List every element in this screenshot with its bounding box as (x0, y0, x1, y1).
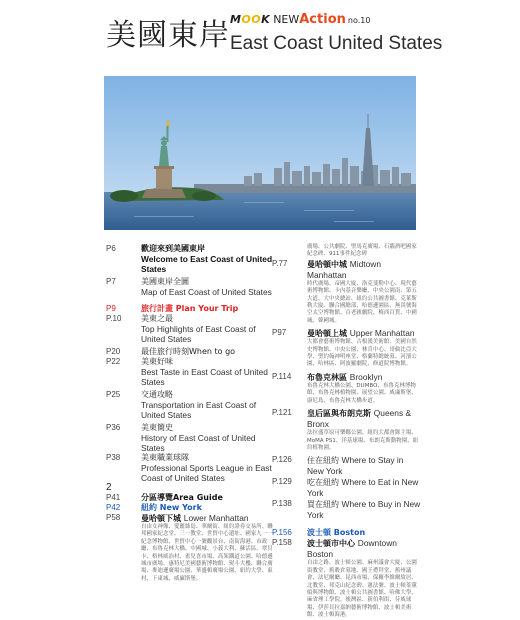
toc-title-en: Where to Stay in New York (307, 455, 404, 477)
page-ref: P6 (106, 244, 116, 253)
toc-entry-p36[interactable] (106, 423, 276, 453)
page-ref: P.138 (272, 499, 292, 509)
toc-entry-p129[interactable] (272, 477, 422, 499)
toc-title (307, 499, 422, 521)
page-ref: P22 (106, 357, 121, 366)
toc-title (307, 477, 422, 499)
mook-wordmark: MOOK (230, 13, 271, 26)
toc-entry-p38[interactable] (106, 453, 276, 483)
toc-title-en: Queens & Bronx (307, 408, 412, 430)
toc-entry-p7[interactable] (106, 277, 276, 297)
toc-title (307, 372, 422, 383)
section-heading: 分區導覽Area Guide (141, 493, 223, 502)
toc-entry-p138[interactable] (272, 499, 422, 521)
section-heading: 旅行計畫 Plan Your Trip (141, 304, 239, 313)
area-heading: 波士頓 Boston (307, 528, 366, 538)
toc-title (307, 455, 422, 477)
toc-description: 自由女神像、愛麗絲島、華爾街、紐約證券交易所、聯邦國家紀念堂、三一教堂、世貿中心遺址、國家九一一紀念博物館、世貿中心一號觀景台、南街海港、市政廳、布魯克林大橋、中國城、小義大利、蘇活區、翠貝卡、格林威治村、雀兒喜市場、高架鐵道公園、哈德遜城市廣場、惠特尼美國藝術博物館、熨斗大樓、聯合廣場、麥迪遜廣場公園、華盛頓廣場公園、紐約大學、東村、下東城、威廉斯堡。 (141, 524, 273, 582)
toc-title-cjk: 波士頓市中心 (307, 539, 355, 549)
brand-new: NEW (273, 13, 300, 26)
toc-title-cjk: 最佳旅行時刻When to go (141, 347, 236, 356)
toc-title (307, 259, 422, 281)
toc-entry-p41[interactable] (106, 493, 276, 503)
toc-title-en: Brooklyn (349, 371, 383, 382)
toc-title-en: Midtown Manhattan (307, 258, 381, 280)
toc-entry-p6[interactable] (106, 244, 276, 274)
toc-entry-p77[interactable] (272, 259, 422, 325)
brand-action: Action (299, 12, 346, 27)
statue-of-liberty-photo (104, 76, 416, 230)
toc-entry-p22[interactable] (106, 357, 276, 387)
toc-entry-p20[interactable] (106, 347, 276, 357)
page-ref: P25 (106, 390, 121, 399)
book-subtitle: East Coast United States (230, 33, 443, 54)
page-ref: P.121 (272, 408, 292, 418)
toc-title-cjk: 曼哈頓上城 (307, 329, 347, 339)
page-ref: P.156 (272, 528, 292, 538)
toc-title-en: Transportation in East Coast of United States (141, 400, 257, 420)
toc-title-cjk: 歡迎來到美國東岸 (141, 244, 205, 253)
toc-title (307, 408, 422, 430)
toc-title-cjk: 布魯克林區 (307, 372, 347, 382)
toc-title-en: Professional Sports League in East Coast of United States (141, 463, 272, 483)
toc-title-cjk: 美東之最 (141, 314, 173, 323)
toc-title-en: Downtown Boston (307, 538, 397, 560)
toc-title-cjk: 美國東岸全圖 (141, 277, 189, 286)
toc-title-en: Lower Manhattan (183, 513, 249, 523)
toc-title-cjk: 住在紐約 (307, 456, 339, 466)
toc-entry-p42[interactable] (106, 503, 276, 513)
toc-description: 自由之路、波士頓公園、麻州議會大廈、公園街教堂、舊穀倉墓地、國王禮拜堂、舊州議會、法尼爾廳、昆西市場、保羅李維爾故居、北教堂、邦克山紀念碑、憲法號、波士頓茶黨船與博物館、波士頓公共圖書館、哈佛大學、麻省理工學院、後灣區、新伯利街、芬威球場、伊莎貝拉嘉納藝術博物館、波士頓美術館、波士頓海港。 (307, 560, 417, 619)
toc-title-cjk: 美東好味 (141, 357, 173, 366)
toc-description: 法拉盛草原可樂娜公園、紐約大都會隊主場、MoMA PS1、洋基球場、布朗克斯動物園、紐約植物園。 (307, 430, 419, 451)
page-ref: P42 (106, 503, 121, 512)
toc-entry-p97[interactable] (272, 328, 422, 369)
toc-title-cjk: 美東職業球隊 (141, 453, 189, 462)
toc-description: 大都會藝術博物館、古根漢美術館、美國自然史博物館、中央公園、林肯中心、哥倫比亞大學、聖約翰神明座堂、格蘭特總統墓、河濱公園、哈林區、阿波羅劇院、修道院博物館。 (307, 339, 417, 368)
skyline-illustration (104, 76, 416, 230)
toc-title-en: Best Taste in East Coast of United States (141, 367, 268, 387)
page-ref: P.158 (272, 538, 292, 548)
toc-title-cjk: 交通攻略 (141, 390, 173, 399)
issue-number: no.10 (347, 16, 371, 25)
page-ref: P41 (106, 493, 121, 502)
toc-description: 廣場、公共劇院、聖馬克廣場、石牆酒吧國家紀念碑、911事件紀念碑 (307, 244, 417, 258)
mook-logo (230, 12, 370, 28)
toc-entry-p126[interactable] (272, 455, 422, 477)
toc-title-cjk: 曼哈頓下城 (141, 514, 181, 523)
toc-entry-p156[interactable] (272, 528, 422, 538)
toc-title-cjk: 吃在紐約 (307, 478, 339, 488)
page-ref: P.129 (272, 477, 292, 487)
page-ref: P38 (106, 453, 121, 462)
page-ref: P58 (106, 513, 121, 522)
toc-entry-p121[interactable] (272, 408, 422, 452)
toc-entry-p10[interactable] (106, 314, 276, 344)
toc-entry-p114[interactable] (272, 372, 422, 405)
page-ref: P9 (106, 304, 116, 313)
toc-title (307, 328, 422, 339)
toc-title-en: History of East Coast of United States (141, 433, 256, 453)
page-ref: P20 (106, 347, 121, 356)
page-ref: P97 (272, 328, 287, 338)
area-heading: 紐約 New York (141, 503, 202, 512)
page-header (0, 0, 520, 72)
toc-entry-p9[interactable] (106, 304, 276, 314)
toc-description: 時代廣場、帝國大廈、洛克斐勒中心、現代藝術博物館、卡內基音樂廳、中央公園南、第五大道、大中央總站、紐約公共圖書館、克萊斯勒大廈、聯合國總部、哈德遜園區、無畏號海空太空博物館、百老匯劇院、梅西百貨、中國城、韓國城。 (307, 280, 417, 324)
toc-entry-p25[interactable] (106, 390, 276, 420)
page-ref: P.10 (106, 314, 122, 323)
toc-left-column (106, 244, 276, 583)
toc-title-en: Welcome to East Coast of United States (141, 254, 273, 274)
page-number: 2 (106, 482, 112, 493)
page-ref: P7 (106, 277, 116, 286)
toc-title-en: Where to Buy in New York (307, 499, 421, 521)
toc-title-en: Map of East Coast of United States (141, 287, 272, 297)
page-ref: P36 (106, 423, 121, 432)
toc-title-en: Upper Manhattan (349, 328, 415, 339)
page-ref: P.114 (272, 371, 292, 381)
book-title-cjk: 美國東岸 (106, 18, 230, 53)
toc-title (141, 513, 276, 524)
page-ref: P.77 (272, 258, 288, 268)
toc-title (307, 538, 422, 560)
toc-continued (272, 244, 422, 259)
toc-right-column (272, 244, 422, 620)
toc-title-cjk: 皇后區與布朗克斯 (307, 409, 371, 419)
toc-entry-p158[interactable] (272, 538, 422, 619)
toc-description: 布魯克林大橋公園、DUMBO、布魯克林博物館、布魯克林植物園、展望公園、威廉斯堡、康尼島、布魯克林大橋步道。 (307, 382, 417, 404)
toc-title-cjk: 美東簡史 (141, 423, 173, 432)
toc-title-cjk: 買在紐約 (307, 500, 339, 510)
page-ref: P.126 (272, 455, 292, 465)
toc-title-en: Where to Eat in New York (307, 477, 419, 499)
toc-entry-p58[interactable] (106, 513, 276, 583)
toc-title-cjk: 曼哈頓中城 (307, 259, 347, 269)
toc-title-en: Top Highlights of East Coast of United States (141, 324, 256, 344)
